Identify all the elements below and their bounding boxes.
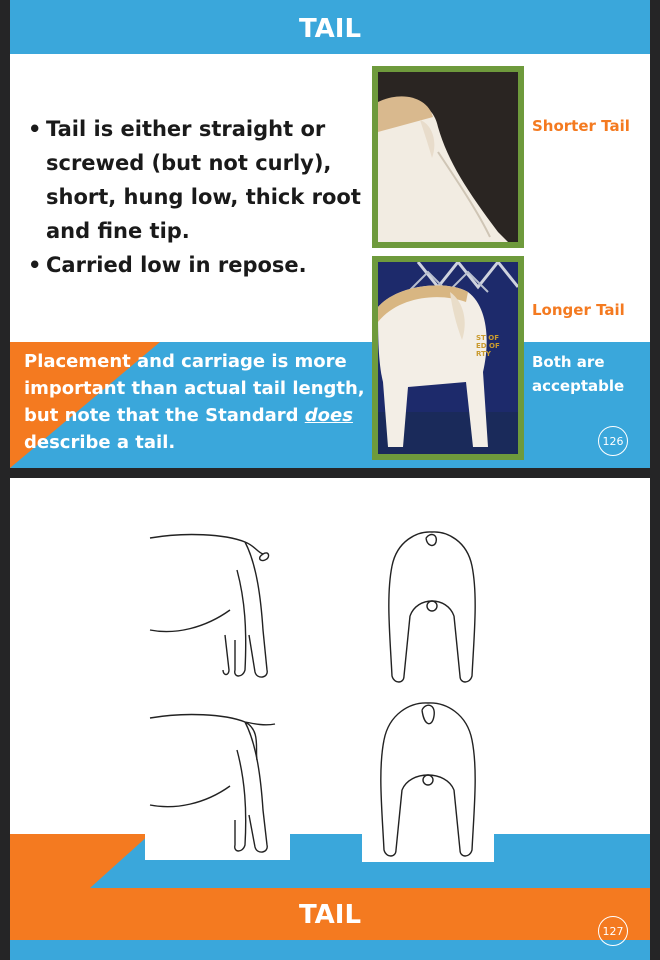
dog-rear-photo-long-tail — [378, 262, 518, 454]
footer-strip — [10, 940, 650, 960]
photo-shorter-tail — [372, 66, 524, 248]
figure-side-view-longer-tail — [145, 710, 290, 860]
figure-rear-view-short-tail — [372, 526, 492, 688]
slide-title: TAIL — [10, 888, 650, 940]
label-both-acceptable: Both are acceptable — [532, 353, 625, 395]
label-longer-tail: Longer Tail — [532, 301, 625, 319]
figure-side-view-short-tail — [145, 530, 285, 688]
label-shorter-tail: Shorter Tail — [532, 117, 630, 135]
bullet-item: • Carried low in repose. — [28, 248, 368, 282]
placement-note-text: Placement and carriage is more important than actual tail length, but note that the Standard — [24, 351, 365, 426]
dog-rear-drawing-icon — [362, 696, 494, 862]
placement-note — [24, 348, 374, 456]
page-number-badge: 127 — [598, 916, 628, 946]
dog-rear-drawing-icon — [372, 526, 492, 688]
dog-side-drawing-icon — [145, 530, 285, 688]
background-sign-text: ST OF ED OF RTY — [476, 334, 500, 358]
figure-rear-view-longer-tail — [362, 696, 494, 862]
dog-rear-photo-short-tail — [378, 72, 518, 242]
slide-126 — [10, 0, 650, 468]
dog-side-drawing-icon — [145, 710, 290, 860]
bullet-item: • Tail is either straight or screwed (but not curly), short, hung low, thick root and fine tip. — [28, 112, 368, 248]
slide-title: TAIL — [10, 0, 650, 54]
slide-127 — [10, 478, 650, 960]
placement-note-text-end: describe a tail. — [24, 432, 176, 453]
placement-note-emphasis: does — [304, 405, 353, 426]
page-number-badge: 126 — [598, 426, 628, 456]
bullet-list — [28, 112, 368, 282]
photo-longer-tail — [372, 256, 524, 460]
